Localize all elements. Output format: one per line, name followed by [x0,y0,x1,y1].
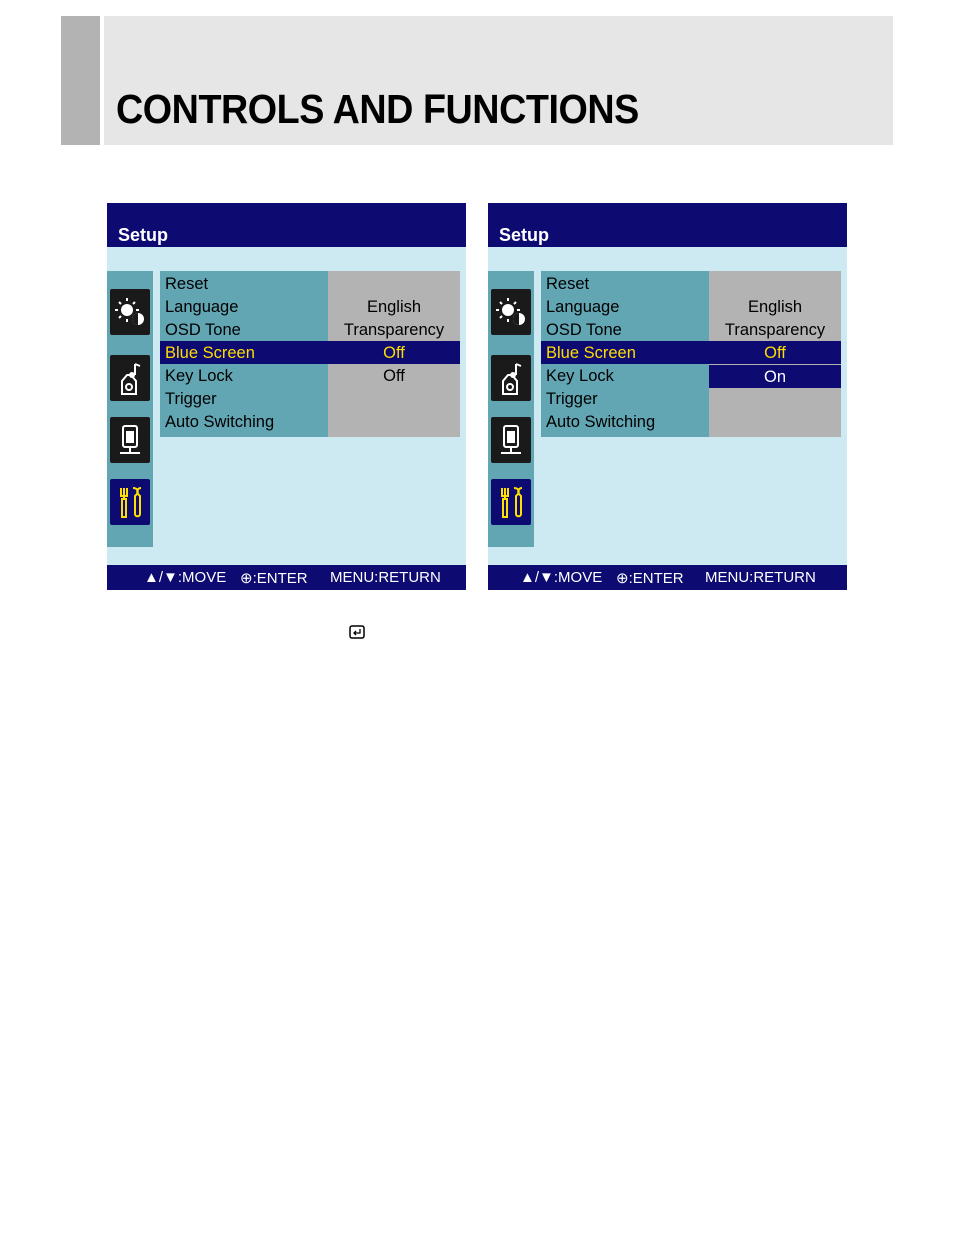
menu-item-auto-switching[interactable]: Auto Switching [165,413,275,431]
sound-icon[interactable] [110,355,150,401]
footer-return-hint: MENU:RETURN [330,569,441,586]
header-divider [100,16,104,145]
osd-icon-column [488,271,534,547]
osd-icon-column [107,271,153,547]
setup-tools-icon[interactable] [110,479,150,525]
footer-return-hint: MENU:RETURN [705,569,816,586]
osd-title: Setup [118,225,169,245]
menu-item-trigger[interactable]: Trigger [165,390,217,408]
menu-item-blue-screen[interactable]: Blue Screen Off [160,341,460,364]
footer-move-hint: ▲/▼:MOVE [520,569,603,586]
sound-icon[interactable] [491,355,531,401]
menu-item-language[interactable]: Language English [165,298,422,316]
osd-screen-left [107,203,466,590]
menu-item-auto-switching[interactable]: Auto Switching [546,413,656,431]
dropdown-option-on[interactable]: On [709,365,841,388]
page-title: CONTROLS AND FUNCTIONS [116,86,639,132]
osd-screen-right [488,203,847,590]
menu-item-reset[interactable]: Reset [546,275,590,293]
footer-enter-hint: ⊕:ENTER [616,570,684,587]
menu-item-trigger[interactable]: Trigger [546,390,598,408]
osd-title-bar [107,203,466,247]
menu-item-blue-screen[interactable]: Blue Screen Off [541,341,841,364]
menu-item-reset[interactable]: Reset [165,275,209,293]
menu-item-key-lock[interactable]: Key Lock [546,367,614,385]
page-header [61,16,893,145]
display-icon[interactable] [491,417,531,463]
header-accent-block [61,16,100,145]
osd-title: Setup [499,225,550,245]
setup-tools-icon[interactable] [491,479,531,525]
menu-item-osd-tone[interactable]: OSD Tone Transparency [165,321,445,339]
osd-footer [488,565,847,590]
osd-menu [160,271,460,437]
menu-item-osd-tone[interactable]: OSD Tone Transparency [546,321,826,339]
menu-item-key-lock[interactable]: Key Lock Off [165,367,405,385]
display-icon[interactable] [110,417,150,463]
menu-item-language[interactable]: Language English [546,298,803,316]
osd-footer [107,565,466,590]
picture-icon[interactable] [491,289,531,335]
picture-icon[interactable] [110,289,150,335]
osd-menu [541,271,841,437]
footer-move-hint: ▲/▼:MOVE [144,569,227,586]
footer-enter-hint: ⊕:ENTER [240,570,308,587]
enter-icon [349,625,365,639]
osd-title-bar [488,203,847,247]
